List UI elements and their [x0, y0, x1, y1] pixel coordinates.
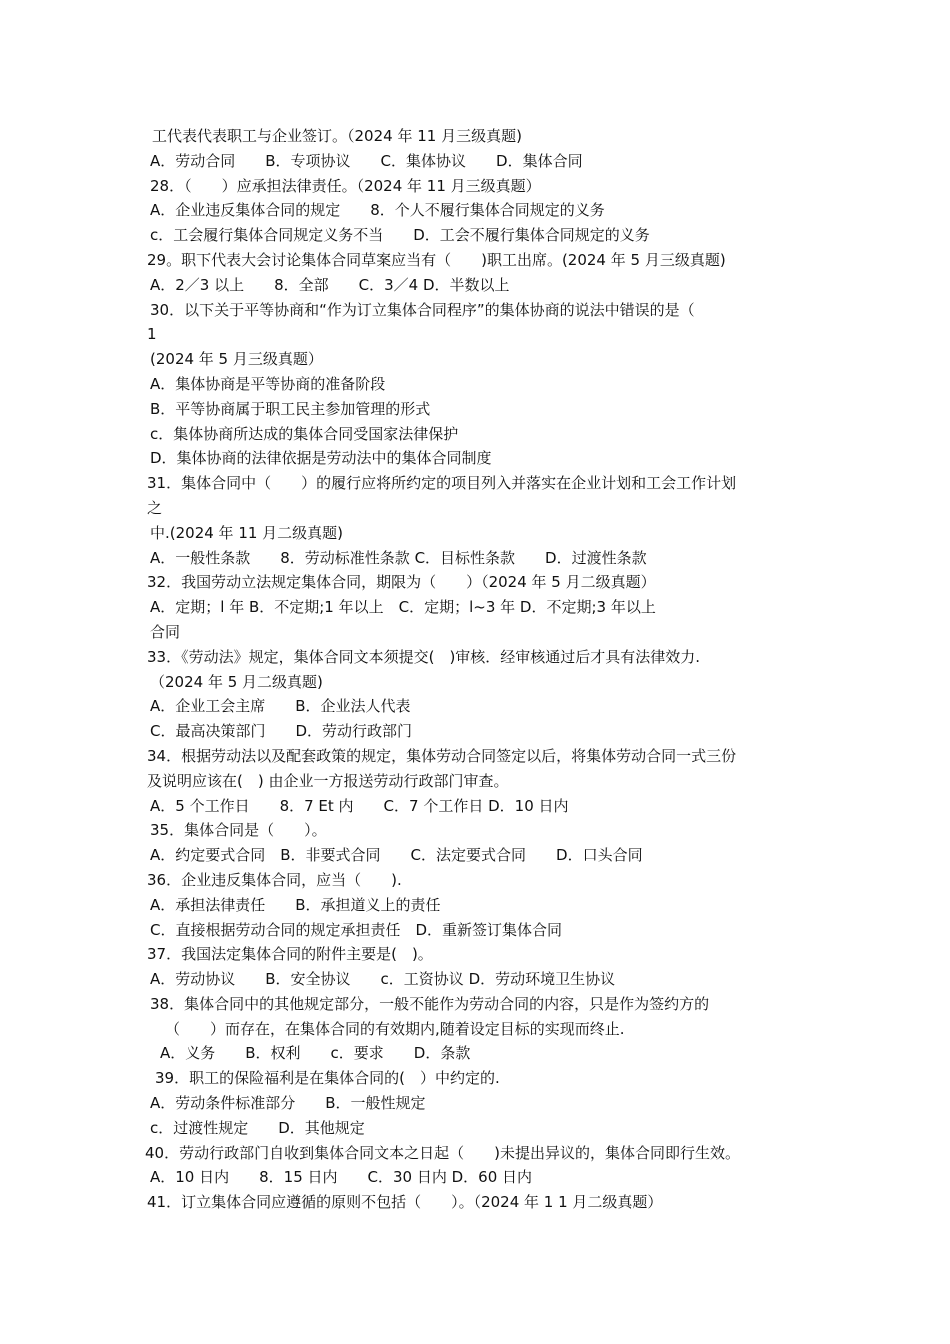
text-line: A．劳动合同 B．专项协议 C．集体协议 D．集体合同 — [150, 151, 583, 170]
text-line: A．5 个工作日 8．7 Et 内 C．7 个工作日 D．10 日内 — [150, 796, 569, 815]
text-line: 34．根据劳动法以及配套政策的规定，集体劳动合同签定以后，将集体劳动合同一式三份 — [147, 746, 737, 765]
text-line: 35．集体合同是（ ）。 — [150, 821, 327, 840]
text-line: C．最高决策部门 D．劳动行政部门 — [150, 722, 413, 741]
text-line: 39．职工的保险福利是在集体合同的( ）中约定的. — [155, 1069, 500, 1088]
text-line: C．直接根据劳动合同的规定承担责任 D．重新签订集体合同 — [150, 920, 563, 939]
text-line: 1 — [147, 325, 157, 344]
text-line: A．承担法律责任 B．承担道义上的责任 — [150, 895, 441, 914]
text-line: （2024 年 5 月二级真题) — [150, 672, 323, 691]
text-line: (2024 年 5 月三级真题） — [150, 350, 323, 369]
text-line: c．集体协商所达成的集体合同受国家法律保护 — [150, 424, 459, 443]
text-line: 36．企业违反集体合同，应当（ ). — [147, 870, 402, 889]
text-line: 工代表代表职工与企业签订。（2024 年 11 月三级真题) — [152, 127, 522, 145]
text-line: A．约定要式合同 B．非要式合同 C．法定要式合同 D．口头合同 — [150, 846, 643, 865]
text-line: 及说明应该在( ) 由企业一方报送劳动行政部门审查。 — [147, 771, 509, 790]
text-line: A．一般性条款 8．劳动标准性条款 C．目标性条款 D．过渡性条款 — [150, 548, 647, 567]
text-line: D．集体协商的法律依据是劳动法中的集体合同制度 — [150, 449, 492, 468]
text-line: A．集体协商是平等协商的准备阶段 — [150, 374, 386, 393]
text-line: 41．订立集体合同应遵循的原则不包括（ ）。（2024 年 1 1 月二级真题） — [147, 1193, 663, 1212]
text-line: A．定期；l 年 B．不定期;1 年以上 C．定期；l~3 年 D．不定期;3 年以上 — [150, 598, 656, 617]
text-line: A．企业工会主席 B．企业法人代表 — [150, 697, 411, 716]
text-line: 29。职下代表大会讨论集体合同草案应当有（ )职工出席。(2024 年 5 月三级真题) — [147, 250, 726, 269]
text-line: 合同 — [150, 622, 181, 641]
text-line: 中.(2024 年 11 月二级真题) — [150, 523, 344, 542]
text-line: 40．劳动行政部门自收到集体合同文本之日起（ )未提出异议的，集体合同即行生效。 — [145, 1143, 740, 1162]
text-line: A．企业违反集体合同的规定 8．个人不履行集体合同规定的义务 — [150, 201, 605, 220]
text-line: c．工会履行集体合同规定义务不当 D．工会不履行集体合同规定的义务 — [150, 226, 650, 245]
text-line: 32．我国劳动立法规定集体合同，期限为（ ）（2024 年 5 月二级真题） — [147, 573, 656, 592]
text-line: A．10 日内 8．15 日内 C．30 日内 D．60 日内 — [150, 1168, 533, 1187]
text-line: 37．我国法定集体合同的附件主要是( )。 — [147, 945, 433, 964]
text-line: 30．以下关于平等协商和“作为订立集体合同程序”的集体协商的说法中错误的是（ — [150, 300, 695, 319]
text-line: 之 — [147, 498, 163, 517]
text-line: B．平等协商属于职工民主参加管理的形式 — [150, 399, 431, 418]
text-line: 38．集体合同中的其他规定部分，一般不能作为劳动合同的内容，只是作为签约方的 — [150, 994, 710, 1013]
text-line: A．劳动条件标准部分 B．一般性规定 — [150, 1094, 426, 1113]
text-line: 28．（ ）应承担法律责任。（2024 年 11 月三级真题） — [150, 176, 541, 195]
text-line: c．过渡性规定 D．其他规定 — [150, 1118, 365, 1137]
text-line: A．义务 B．权利 c．要求 D．条款 — [160, 1044, 471, 1063]
text-line: A．劳动协议 B．安全协议 c．工资协议 D．劳动环境卫生协议 — [150, 970, 616, 989]
text-line: A．2／3 以上 8．全部 C．3／4 D．半数以上 — [150, 275, 510, 294]
text-line: （ ）而存在，在集体合同的有效期内,随着设定目标的实现而终止. — [165, 1019, 625, 1038]
document-page — [0, 124, 950, 1215]
text-line: 31．集体合同中（ ）的履行应将所约定的项目列入并落实在企业计划和工会工作计划 — [147, 474, 737, 493]
text-line: 33．《劳动法》规定，集体合同文本须提交( )审核．经审核通过后才具有法律效力. — [147, 647, 701, 666]
